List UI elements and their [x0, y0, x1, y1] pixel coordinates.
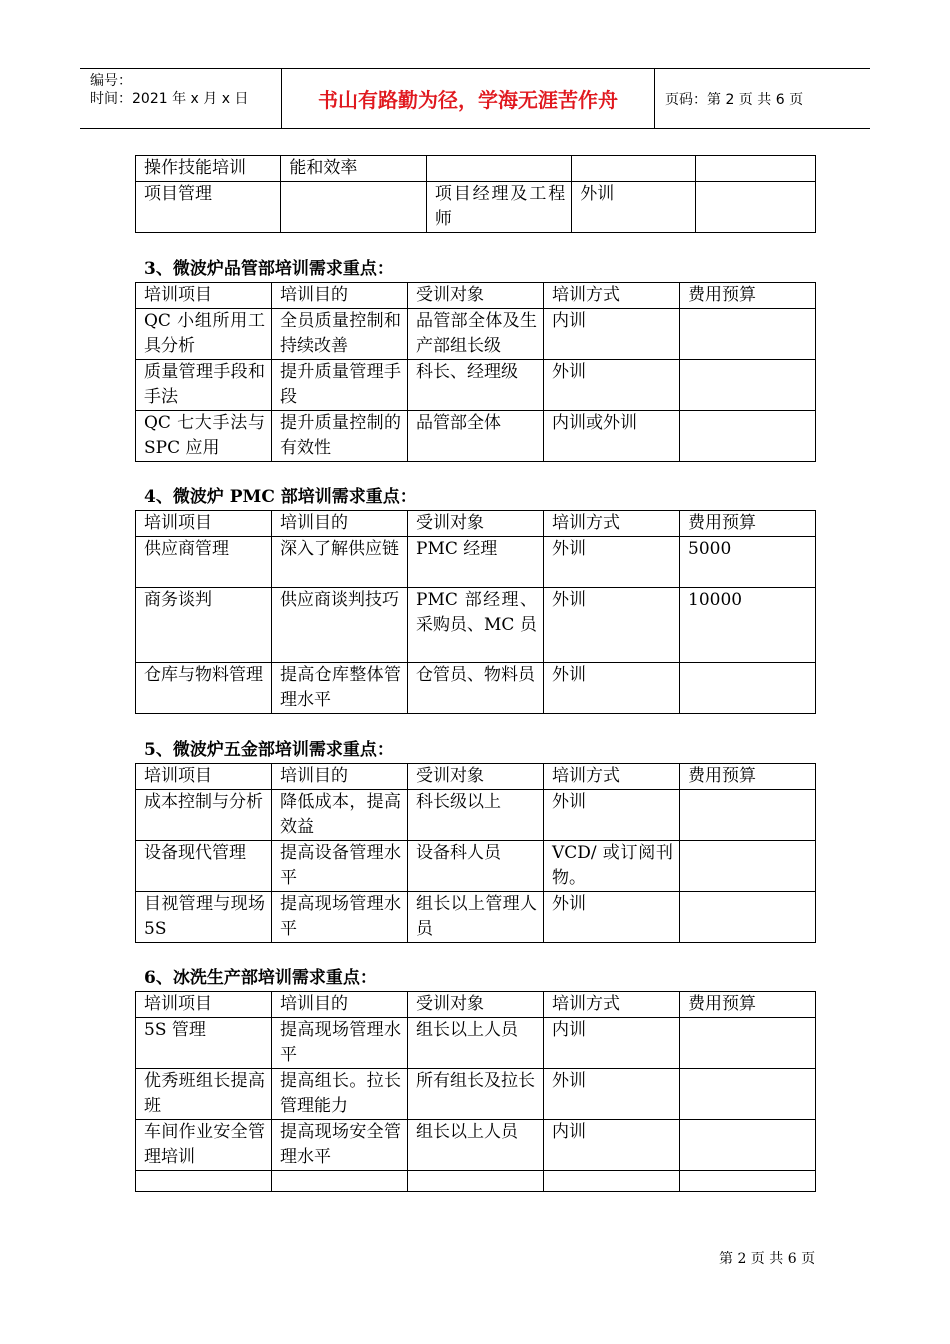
motto: 书山有路勤为径，学海无涯苦作舟 [318, 88, 618, 112]
table-cell [680, 1171, 816, 1192]
table-cell [680, 411, 816, 462]
table-cell [572, 156, 696, 182]
table-cell: 供应商管理 [136, 537, 272, 588]
table-cell [680, 790, 816, 841]
table-cell: 品管部全体 [408, 411, 544, 462]
table-cell [272, 1171, 408, 1192]
table-cell [281, 182, 426, 233]
table-cell: VCD/ 或订阅刊物。 [544, 841, 680, 892]
table-cell [136, 1171, 272, 1192]
table-cell: 项目管理 [136, 182, 281, 233]
table-cell: 提高设备管理水平 [272, 841, 408, 892]
table-cell: 科长、经理级 [408, 360, 544, 411]
table-cell: 提升质量管理手段 [272, 360, 408, 411]
table-cell: 科长级以上 [408, 790, 544, 841]
table-cell: 5000 [680, 537, 816, 588]
table-cell: 全员质量控制和持续改善 [272, 309, 408, 360]
table-cell: 组长以上管理人员 [408, 892, 544, 943]
table-section-6 [135, 991, 816, 1192]
table-header-row [136, 764, 816, 790]
header-motto-cell [281, 69, 655, 128]
table-header-row [136, 511, 816, 537]
table-header-cell: 培训目的 [272, 764, 408, 790]
table-section-5 [135, 763, 816, 943]
table-cell [680, 663, 816, 714]
table-header-row [136, 283, 816, 309]
section-5-title: 5、微波炉五金部培训需求重点： [144, 740, 394, 760]
table-cell [426, 156, 571, 182]
table-cell: PMC 部经理、采购员、MC 员 [408, 588, 544, 663]
table-cell: 外训 [544, 790, 680, 841]
table-cell: 仓库与物料管理 [136, 663, 272, 714]
code-label: 编号： [90, 73, 132, 89]
table-cell [680, 309, 816, 360]
table-cell: 提高现场管理水平 [272, 892, 408, 943]
table-cell [696, 182, 816, 233]
table-cell: 外训 [544, 663, 680, 714]
table-cell: 提升质量控制的有效性 [272, 411, 408, 462]
table-header-cell: 培训目的 [272, 511, 408, 537]
table-cell [680, 1069, 816, 1120]
table-row [136, 841, 816, 892]
table-cell: 提高仓库整体管理水平 [272, 663, 408, 714]
table-header-cell: 培训方式 [544, 283, 680, 309]
table-cell: 外训 [544, 588, 680, 663]
table-cell: 外训 [544, 892, 680, 943]
table-cell: 车间作业安全管理培训 [136, 1120, 272, 1171]
table-row [136, 1069, 816, 1120]
table-header-cell: 费用预算 [680, 511, 816, 537]
table-header-cell: 费用预算 [680, 764, 816, 790]
table-section-3 [135, 282, 816, 462]
table-header-cell: 培训项目 [136, 992, 272, 1018]
table-cell: 提高现场管理水平 [272, 1018, 408, 1069]
page-label: 页码：第 2 页 共 6 页 [665, 91, 804, 108]
table-cell: 外训 [544, 360, 680, 411]
table-row [136, 663, 816, 714]
table-section-4 [135, 510, 816, 714]
table-header-cell: 培训方式 [544, 511, 680, 537]
table-cell: 内训 [544, 1120, 680, 1171]
table-row [136, 1120, 816, 1171]
table-cell: 外训 [544, 1069, 680, 1120]
table-row [136, 1171, 816, 1192]
table-cell: 商务谈判 [136, 588, 272, 663]
table-cell: 5S 管理 [136, 1018, 272, 1069]
table-header-cell: 受训对象 [408, 764, 544, 790]
table-header-cell: 受训对象 [408, 992, 544, 1018]
table-row [136, 1018, 816, 1069]
table-cell: 外训 [544, 537, 680, 588]
table-cell: QC 七大手法与 SPC 应用 [136, 411, 272, 462]
table-cell: 仓管员、物料员 [408, 663, 544, 714]
table-cell [544, 1171, 680, 1192]
section-6-title: 6、冰洗生产部培训需求重点： [144, 968, 377, 988]
table-row [136, 360, 816, 411]
table-cell: 所有组长及拉长 [408, 1069, 544, 1120]
table-cell: 操作技能培训 [136, 156, 281, 182]
table-header-cell: 培训目的 [272, 992, 408, 1018]
table-cell: 设备科人员 [408, 841, 544, 892]
table-cell: 内训 [544, 1018, 680, 1069]
table-header-row [136, 992, 816, 1018]
table-header-cell: 培训方式 [544, 992, 680, 1018]
table-cell: 10000 [680, 588, 816, 663]
table-cell [680, 1018, 816, 1069]
table-cell: 组长以上人员 [408, 1120, 544, 1171]
table-continuation [135, 155, 816, 233]
table-header-cell: 培训项目 [136, 511, 272, 537]
table-cell: 设备现代管理 [136, 841, 272, 892]
table-row [136, 156, 816, 182]
date-label: 时间：2021 年 x 月 x 日 [90, 91, 249, 107]
page-footer: 第 2 页 共 6 页 [719, 1251, 816, 1267]
section-4-title: 4、微波炉 PMC 部培训需求重点： [144, 487, 417, 507]
table-header-cell: 培训目的 [272, 283, 408, 309]
table-cell [408, 1171, 544, 1192]
table-row [136, 182, 816, 233]
table-cell [680, 1120, 816, 1171]
table-cell: 提高组长。拉长管理能力 [272, 1069, 408, 1120]
table-cell: 提高现场安全管理水平 [272, 1120, 408, 1171]
table-cell: 项目经理及工程师 [426, 182, 571, 233]
table-cell: 品管部全体及生产部组长级 [408, 309, 544, 360]
table-header-cell: 培训项目 [136, 283, 272, 309]
table-row [136, 790, 816, 841]
table-header-cell: 受训对象 [408, 511, 544, 537]
table-cell: 能和效率 [281, 156, 426, 182]
table-cell: 内训或外训 [544, 411, 680, 462]
table-cell [680, 360, 816, 411]
section-3-title: 3、微波炉品管部培训需求重点： [144, 259, 394, 279]
table-cell [680, 892, 816, 943]
page-header [80, 68, 870, 129]
table-header-cell: 费用预算 [680, 992, 816, 1018]
table-header-cell: 培训项目 [136, 764, 272, 790]
table-cell [696, 156, 816, 182]
table-cell [680, 841, 816, 892]
table-cell: 组长以上人员 [408, 1018, 544, 1069]
header-page-cell [655, 69, 870, 128]
table-header-cell: 培训方式 [544, 764, 680, 790]
table-cell: 成本控制与分析 [136, 790, 272, 841]
table-row [136, 309, 816, 360]
table-row [136, 588, 816, 663]
table-row [136, 411, 816, 462]
table-cell: 深入了解供应链 [272, 537, 408, 588]
table-cell: 内训 [544, 309, 680, 360]
table-cell: 质量管理手段和手法 [136, 360, 272, 411]
table-cell: PMC 经理 [408, 537, 544, 588]
table-row [136, 537, 816, 588]
table-cell: 外训 [572, 182, 696, 233]
header-meta [80, 69, 281, 128]
table-header-cell: 费用预算 [680, 283, 816, 309]
table-cell: 优秀班组长提高班 [136, 1069, 272, 1120]
table-cell: 降低成本，提高效益 [272, 790, 408, 841]
table-cell: QC 小组所用工具分析 [136, 309, 272, 360]
table-row [136, 892, 816, 943]
table-cell: 目视管理与现场 5S [136, 892, 272, 943]
table-cell: 供应商谈判技巧 [272, 588, 408, 663]
table-header-cell: 受训对象 [408, 283, 544, 309]
